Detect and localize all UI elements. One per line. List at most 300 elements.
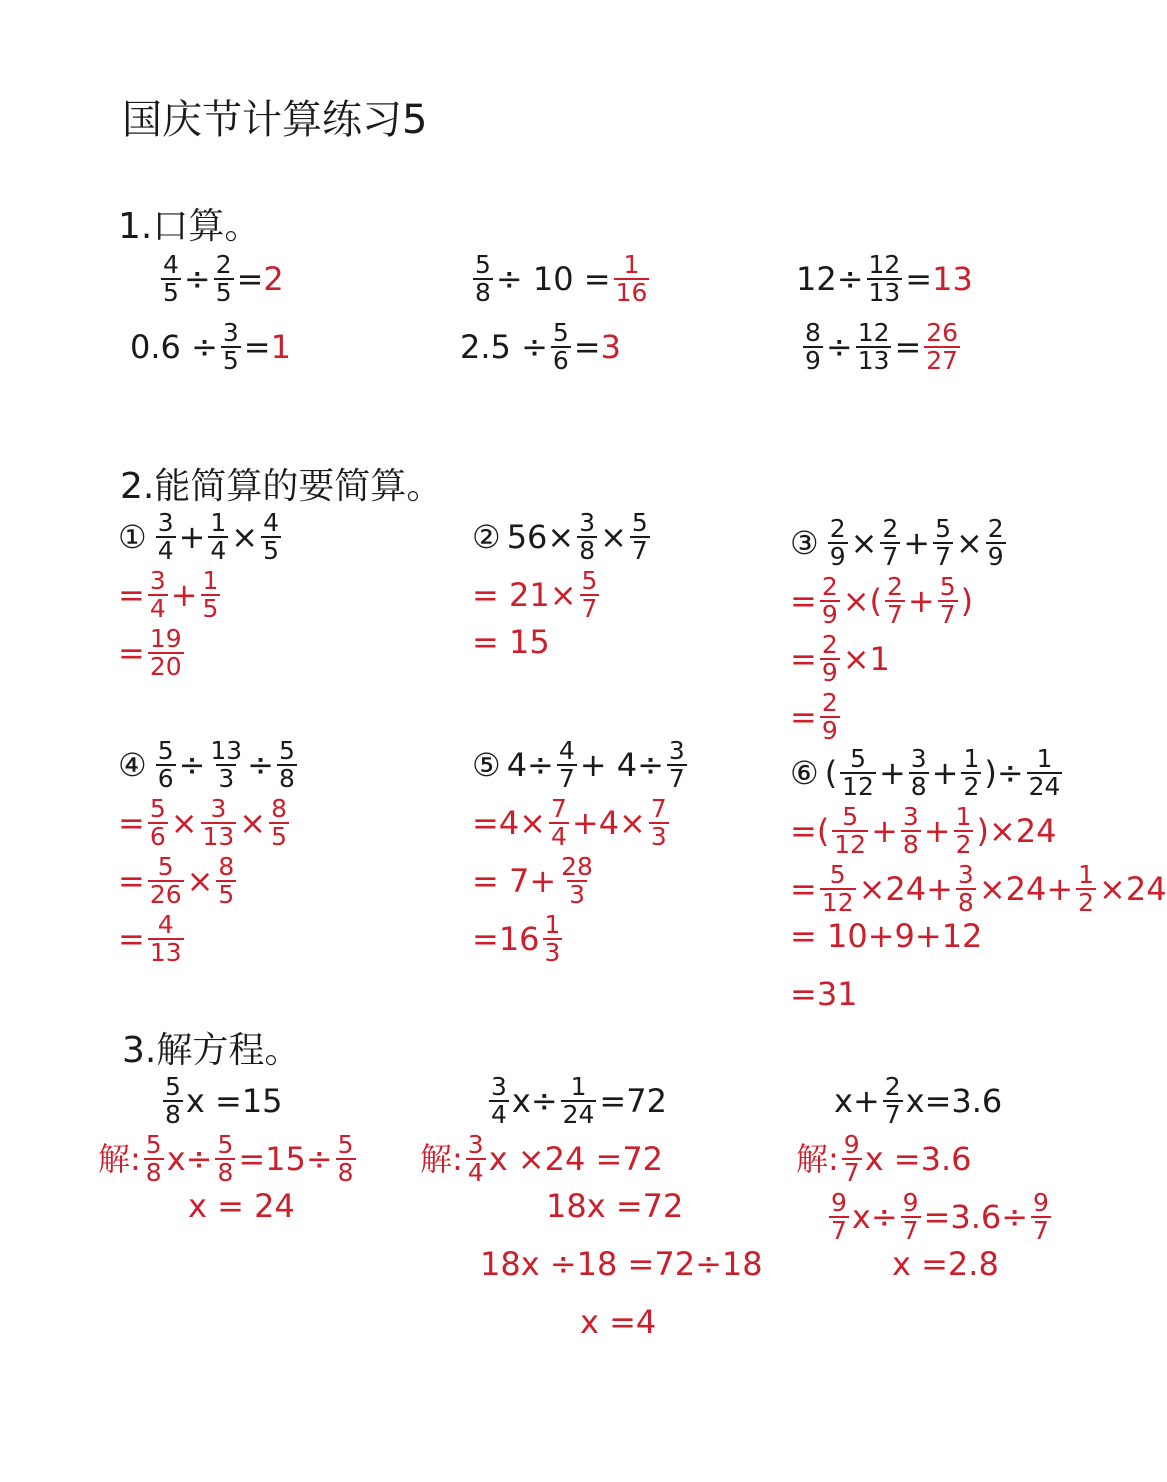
numerator: 3 <box>149 566 166 595</box>
denominator: 8 <box>278 764 295 794</box>
numerator: 26 <box>926 318 959 347</box>
problem-question <box>790 746 1065 800</box>
math-text: =3.6÷ <box>923 1198 1029 1237</box>
math-text: =15÷ <box>238 1140 333 1179</box>
numerator: 5 <box>157 736 174 765</box>
denominator: 20 <box>149 652 182 682</box>
solution-step <box>118 796 292 850</box>
oral-item-2 <box>470 252 652 306</box>
numerator: 8 <box>805 318 821 347</box>
fraction <box>201 796 237 850</box>
denominator: 9 <box>821 600 838 630</box>
fraction <box>489 1074 509 1128</box>
fraction <box>201 568 221 622</box>
numerator: 1 <box>544 910 561 939</box>
math-text: = 15 <box>472 623 550 661</box>
math-text: 56× <box>506 518 575 557</box>
fraction <box>261 510 281 564</box>
denominator: 9 <box>805 346 821 376</box>
fraction <box>649 796 669 850</box>
numerator: 3 <box>222 318 239 347</box>
denominator: 6 <box>552 346 569 376</box>
denominator: 7 <box>882 542 899 572</box>
math-text: = <box>118 862 145 901</box>
problem-number: ⑥ <box>790 754 819 793</box>
numerator: 8 <box>218 852 235 881</box>
problem-question <box>118 738 300 792</box>
numerator: 2 <box>215 250 232 279</box>
numerator: 28 <box>561 852 593 881</box>
numerator: 13 <box>210 736 243 765</box>
equation-question <box>160 1074 283 1128</box>
math-text: = <box>243 328 271 367</box>
numerator: 5 <box>581 566 598 595</box>
denominator: 5 <box>271 822 287 852</box>
numerator: 5 <box>475 250 491 279</box>
fraction <box>829 1190 849 1244</box>
fraction <box>614 252 650 306</box>
fraction <box>561 1074 597 1128</box>
fraction <box>277 738 297 792</box>
math-text: 0.6 ÷ <box>130 328 218 367</box>
answer: 13 <box>932 260 973 299</box>
fraction <box>577 510 597 564</box>
math-text: = <box>573 328 601 367</box>
oral-item-1 <box>158 252 284 306</box>
equation-step <box>892 1245 999 1283</box>
fraction <box>828 516 848 570</box>
fraction <box>148 568 168 622</box>
fraction <box>144 1132 164 1186</box>
fraction <box>901 1190 921 1244</box>
math-text: ÷ 10 = <box>495 260 611 299</box>
oral-item-5 <box>460 320 621 374</box>
math-text: x ×24 =72 <box>488 1140 664 1179</box>
solution-step <box>472 796 672 850</box>
denominator: 7 <box>558 764 575 794</box>
denominator: 5 <box>202 594 219 624</box>
denominator: 5 <box>215 278 232 308</box>
numerator: 5 <box>149 794 166 823</box>
equation-step <box>826 1190 1054 1244</box>
math-text: = <box>118 634 145 673</box>
math-text: = <box>790 698 817 737</box>
denominator: 3 <box>569 880 585 910</box>
math-text: ( <box>824 754 838 793</box>
numerator: 5 <box>829 860 846 889</box>
math-text: 12÷ <box>796 260 864 299</box>
denominator: 2 <box>963 772 980 802</box>
fraction <box>901 804 921 858</box>
problem-question <box>472 510 653 564</box>
numerator: 4 <box>163 250 179 279</box>
math-text: )×24 <box>976 812 1057 851</box>
fraction <box>909 746 929 800</box>
solution-step <box>118 568 223 622</box>
denominator: 4 <box>491 1100 507 1130</box>
denominator: 7 <box>581 594 598 624</box>
oral-item-6 <box>800 320 963 374</box>
math-text: =31 <box>790 975 858 1013</box>
denominator: 13 <box>868 278 901 308</box>
numerator: 19 <box>149 624 182 653</box>
numerator: 2 <box>887 572 903 601</box>
numerator: 9 <box>843 1130 860 1159</box>
problem-number: ① <box>118 518 147 557</box>
numerator: 2 <box>829 514 846 543</box>
denominator: 3 <box>218 764 235 794</box>
fraction <box>148 626 184 680</box>
denominator: 3 <box>650 822 667 852</box>
fraction <box>1031 1190 1051 1244</box>
numerator: 1 <box>570 1072 587 1101</box>
problem-number: ⑤ <box>472 746 501 785</box>
denominator: 4 <box>550 822 567 852</box>
fraction <box>208 738 244 792</box>
math-text: = <box>118 804 145 843</box>
math-text: × <box>850 524 878 563</box>
fraction <box>156 510 176 564</box>
numerator: 1 <box>963 744 980 773</box>
fraction <box>842 1132 862 1186</box>
denominator: 26 <box>149 880 182 910</box>
numerator: 3 <box>668 736 685 765</box>
fraction <box>885 574 905 628</box>
numerator: 5 <box>935 514 951 543</box>
denominator: 5 <box>218 880 235 910</box>
numerator: 9 <box>902 1188 919 1217</box>
denominator: 7 <box>1033 1216 1049 1246</box>
numerator: 3 <box>157 508 174 537</box>
denominator: 24 <box>562 1100 595 1130</box>
numerator: 5 <box>850 744 866 773</box>
math-text: ) <box>960 582 974 621</box>
denominator: 7 <box>935 542 951 572</box>
fraction <box>473 252 493 306</box>
math-text: = <box>905 260 933 299</box>
denominator: 8 <box>902 830 919 860</box>
denominator: 3 <box>544 938 561 968</box>
math-text: 2.5 ÷ <box>460 328 548 367</box>
fraction <box>933 516 953 570</box>
math-text: + <box>178 518 206 557</box>
problem-number: ③ <box>790 524 819 563</box>
answer: 2 <box>263 260 284 299</box>
numerator: 2 <box>821 630 838 659</box>
math-text: × <box>600 518 627 557</box>
numerator: 1 <box>1036 744 1053 773</box>
fraction <box>466 1132 486 1186</box>
equation-step <box>98 1132 359 1186</box>
math-text: + <box>931 754 959 793</box>
equation-step <box>546 1187 684 1225</box>
problem-number: ② <box>472 518 501 557</box>
denominator: 5 <box>263 536 279 566</box>
fraction <box>954 804 974 858</box>
math-text: + <box>923 812 951 851</box>
denominator: 7 <box>939 600 956 630</box>
numerator: 5 <box>145 1130 162 1159</box>
denominator: 2 <box>1078 888 1095 918</box>
section-3-heading: 3.解方程。 <box>122 1030 301 1071</box>
math-text: ×24+ <box>858 870 953 909</box>
math-text: x =4 <box>580 1303 657 1341</box>
section-1-heading: 1.口算。 <box>118 206 261 247</box>
math-text: = <box>790 870 817 909</box>
problem-number: ④ <box>118 746 147 785</box>
denominator: 5 <box>163 278 179 308</box>
page-title: 国庆节计算练习5 <box>122 97 428 143</box>
fraction <box>208 510 228 564</box>
math-text: x÷ <box>166 1140 213 1179</box>
numerator: 5 <box>165 1072 181 1101</box>
fraction <box>1076 862 1096 916</box>
math-text: ×24+ <box>978 870 1074 909</box>
denominator: 9 <box>821 658 838 688</box>
numerator: 1 <box>955 802 972 831</box>
solution-step <box>472 912 565 966</box>
numerator: 2 <box>821 572 838 601</box>
equation-question <box>486 1074 667 1128</box>
numerator: 3 <box>467 1130 484 1159</box>
problem-question <box>472 738 690 792</box>
denominator: 6 <box>157 764 174 794</box>
solution-step <box>790 632 890 686</box>
denominator: 13 <box>149 938 182 968</box>
fraction <box>269 796 289 850</box>
denominator: 4 <box>210 536 227 566</box>
math-text: × <box>231 518 259 557</box>
math-text: x = 24 <box>188 1187 295 1225</box>
math-text: 18x =72 <box>546 1187 684 1225</box>
numerator: 4 <box>263 508 279 537</box>
math-text: x÷ <box>851 1198 898 1237</box>
solution-step <box>118 854 239 908</box>
denominator: 9 <box>987 542 1004 572</box>
fraction <box>336 1132 356 1186</box>
fraction <box>216 854 236 908</box>
denominator: 4 <box>149 594 166 624</box>
math-text: = <box>790 640 817 679</box>
fraction <box>557 738 577 792</box>
denominator: 13 <box>857 346 890 376</box>
denominator: 4 <box>157 536 174 566</box>
math-text: ÷ <box>183 260 211 299</box>
fraction <box>148 854 184 908</box>
numerator: 5 <box>337 1130 354 1159</box>
math-text: x =2.8 <box>892 1245 999 1283</box>
denominator: 7 <box>887 600 903 630</box>
denominator: 8 <box>337 1158 354 1188</box>
fraction <box>986 516 1006 570</box>
denominator: 4 <box>467 1158 484 1188</box>
math-text: 解: <box>796 1140 839 1179</box>
solution-step <box>790 574 973 628</box>
denominator: 8 <box>579 536 596 566</box>
fraction <box>215 1132 235 1186</box>
fraction <box>856 320 892 374</box>
fraction <box>559 854 595 908</box>
denominator: 12 <box>842 772 874 802</box>
math-text: 18x ÷18 =72÷18 <box>480 1245 763 1283</box>
denominator: 9 <box>821 716 838 746</box>
math-text: = 10+9+12 <box>790 917 983 955</box>
numerator: 4 <box>558 736 575 765</box>
fraction <box>630 510 650 564</box>
math-text: x=3.6 <box>905 1082 1003 1121</box>
math-text: + <box>871 812 898 851</box>
math-text: ÷ <box>178 746 206 785</box>
math-text: × <box>955 524 983 563</box>
numerator: 3 <box>902 802 919 831</box>
numerator: 8 <box>271 794 287 823</box>
equation-step <box>420 1132 663 1186</box>
denominator: 2 <box>955 830 972 860</box>
numerator: 1 <box>210 508 227 537</box>
numerator: 7 <box>550 794 567 823</box>
fraction <box>156 738 176 792</box>
fraction <box>148 796 168 850</box>
equation-step <box>796 1132 972 1186</box>
fraction <box>148 912 184 966</box>
numerator: 2 <box>821 688 838 717</box>
fraction <box>883 1074 903 1128</box>
numerator: 2 <box>987 514 1004 543</box>
numerator: 2 <box>884 1072 901 1101</box>
denominator: 8 <box>957 888 974 918</box>
denominator: 8 <box>217 1158 234 1188</box>
answer: 3 <box>600 328 621 367</box>
section-2-heading: 2.能简算的要简算。 <box>120 466 443 507</box>
math-text: =72 <box>599 1082 667 1121</box>
equation-step <box>580 1303 657 1341</box>
solution-step <box>790 975 858 1013</box>
fraction <box>820 574 840 628</box>
numerator: 12 <box>857 318 890 347</box>
fraction <box>163 1074 183 1128</box>
math-text: ×( <box>842 582 882 621</box>
denominator: 16 <box>615 278 648 308</box>
numerator: 4 <box>157 910 174 939</box>
solution-step <box>790 804 1056 858</box>
math-text: x÷ <box>511 1082 558 1121</box>
denominator: 7 <box>902 1216 919 1246</box>
fraction <box>549 796 569 850</box>
math-text: = <box>790 582 817 621</box>
solution-step <box>472 623 550 661</box>
math-text: = 21× <box>472 576 577 615</box>
fraction <box>214 252 234 306</box>
numerator: 3 <box>491 1072 507 1101</box>
math-text: + <box>170 576 198 615</box>
denominator: 5 <box>222 346 239 376</box>
numerator: 3 <box>957 860 974 889</box>
numerator: 1 <box>202 566 219 595</box>
math-text: × <box>170 804 198 843</box>
problem-question <box>118 510 284 564</box>
math-text: = <box>118 920 145 959</box>
math-text: +4× <box>571 804 646 843</box>
numerator: 3 <box>910 744 927 773</box>
solution-step <box>118 912 187 966</box>
numerator: 5 <box>842 802 859 831</box>
numerator: 2 <box>882 514 899 543</box>
numerator: 5 <box>552 318 569 347</box>
denominator: 8 <box>910 772 927 802</box>
denominator: 6 <box>149 822 166 852</box>
numerator: 7 <box>650 794 667 823</box>
denominator: 8 <box>475 278 491 308</box>
fraction <box>543 912 563 966</box>
numerator: 5 <box>157 852 174 881</box>
equation-step <box>188 1187 295 1225</box>
denominator: 7 <box>831 1216 847 1246</box>
math-text: ÷ <box>247 746 274 785</box>
solution-step <box>790 862 1167 916</box>
fraction <box>840 746 876 800</box>
math-text: = 7+ <box>472 862 557 901</box>
math-text: ÷ <box>825 328 853 367</box>
math-text: + 4÷ <box>579 746 664 785</box>
math-text: x =3.6 <box>864 1140 972 1179</box>
fraction <box>938 574 958 628</box>
denominator: 24 <box>1028 772 1061 802</box>
math-text: 4÷ <box>506 746 554 785</box>
numerator: 5 <box>939 572 956 601</box>
oral-item-3 <box>796 252 973 306</box>
math-text: =( <box>790 812 830 851</box>
equation-question <box>834 1074 1002 1128</box>
math-text: =4× <box>472 804 546 843</box>
math-text: 解: <box>98 1140 141 1179</box>
fraction <box>867 252 903 306</box>
denominator: 8 <box>165 1100 181 1130</box>
numerator: 12 <box>868 250 901 279</box>
fraction <box>1027 746 1063 800</box>
numerator: 3 <box>579 508 596 537</box>
solution-step <box>790 917 983 955</box>
numerator: 5 <box>217 1130 234 1159</box>
denominator: 12 <box>834 830 867 860</box>
math-text: + <box>878 754 906 793</box>
solution-step <box>790 690 843 744</box>
math-text: + <box>907 582 935 621</box>
math-text: ×1 <box>842 640 890 679</box>
answer: 1 <box>270 328 291 367</box>
denominator: 7 <box>843 1158 860 1188</box>
math-text: = <box>236 260 264 299</box>
numerator: 5 <box>631 508 648 537</box>
solution-step <box>472 854 598 908</box>
math-text: x+ <box>834 1082 880 1121</box>
fraction <box>880 516 900 570</box>
fraction <box>832 804 868 858</box>
denominator: 13 <box>202 822 235 852</box>
fraction <box>956 862 976 916</box>
fraction <box>221 320 241 374</box>
equation-step <box>480 1245 763 1283</box>
math-text: = <box>118 576 145 615</box>
problem-question <box>790 516 1009 570</box>
fraction <box>161 252 181 306</box>
numerator: 1 <box>623 250 640 279</box>
denominator: 7 <box>884 1100 901 1130</box>
solution-step <box>118 626 187 680</box>
fraction <box>820 862 856 916</box>
math-text: ×24 <box>1099 870 1167 909</box>
numerator: 1 <box>1078 860 1095 889</box>
oral-item-4 <box>130 320 291 374</box>
